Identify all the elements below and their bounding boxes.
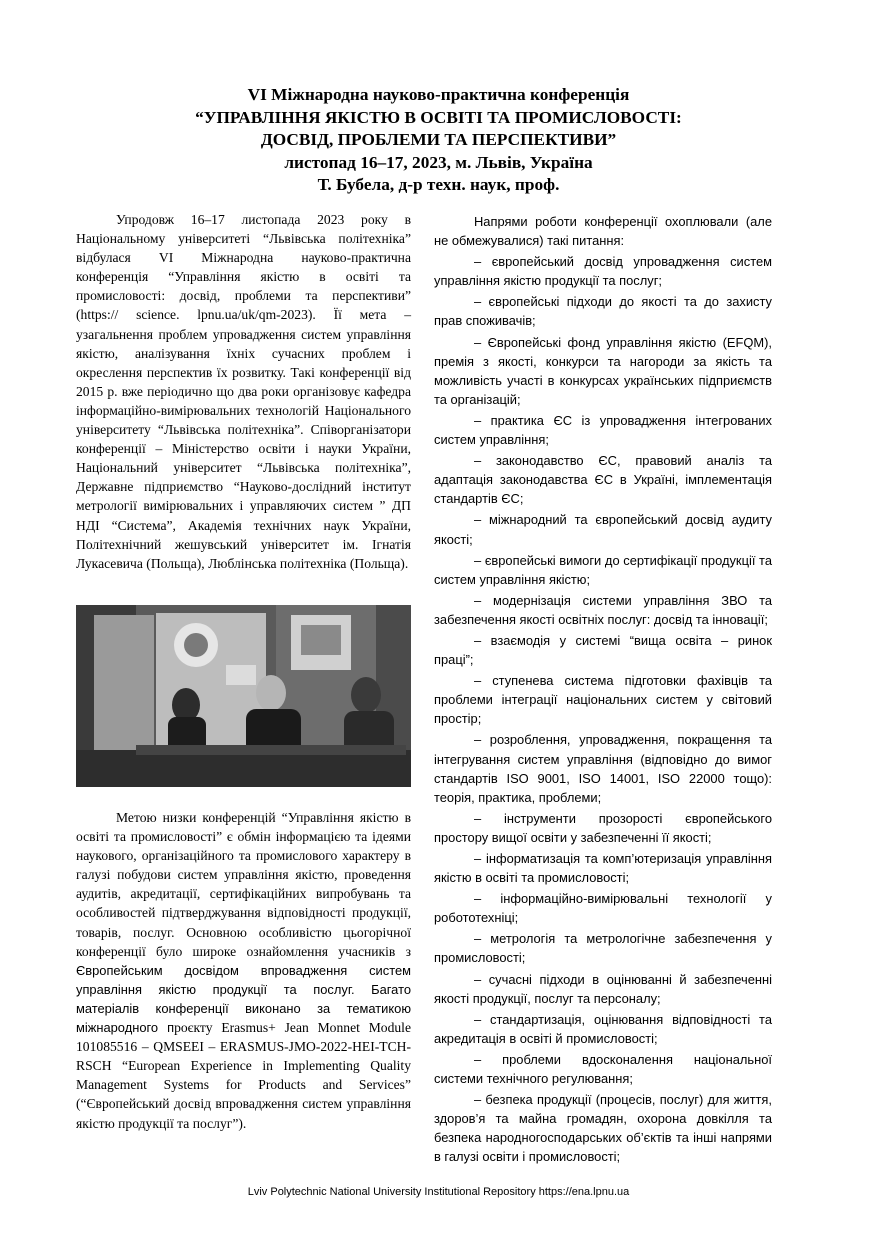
article-header bbox=[0, 84, 877, 197]
topic-item: – законодавство ЄС, правовий аналіз та адаптація законодавства ЄС в Україні, імплементація стандартів ЄС; bbox=[434, 453, 772, 507]
topic-item: – практика ЄС із упровадження інтегрованих систем управління; bbox=[434, 412, 772, 448]
goal-paragraph-emphasis: Європейським досвідом впровадження систем управління якістю продукції та послуг. Багато матеріалів конференції виконано за тематикою міжнародного п bbox=[76, 962, 411, 1036]
conference-title-line1: VI Міжнародна науково-практична конференція bbox=[247, 85, 630, 104]
topic-item: – ступенева система підготовки фахівців та проблеми інтеграції національних систем у світовий простір; bbox=[434, 673, 772, 727]
conference-photo bbox=[76, 605, 411, 787]
topic-item: – інформаційно-вимірювальні технології у робототехніці; bbox=[434, 891, 772, 926]
intro-paragraph: Упродовж 16–17 листопада 2023 року в Національному університеті “Львівська політехніка” відбулася VI Міжнародна науково-практична конференція “Управління якістю в освіті та промисловості: досвід, проблеми та перспективи” (https:// science. lpnu.ua/uk/qm-2023). Її мета – узагальнення проблем упровадження систем управління якістю, аналізування їхніх сучасних проблем і окреслення перспектив їх розвитку. Такі конференції від 2015 р. вже періодично що два роки організовує кафедра інформаційно-вимірювальних технологій Національного університету “Львівська політехніка”. Співорганізатори конференції – Міністерство освіти і науки України, Національний університет “Львівська політехніка”, Державне підприємство “Науково-дослідний інститут метрології вимірювальних і управляючих систем ” ДП НДІ “Система”, Академія технічних наук України, Політехнічний жешувський університет ім. Ігнатія Лукасевича (Польща), Люблінська політехніка (Польща). bbox=[76, 212, 411, 571]
conference-title-line2: “УПРАВЛІННЯ ЯКІСТЮ В ОСВІТІ ТА ПРОМИСЛОВОСТІ: bbox=[195, 107, 682, 127]
goal-paragraph-end: роєкту Erasmus+ Jean Monnet Module 101085516 – QMSEEI – ERASMUS-JMO-2022-HEI-TCH-RSCH “European Experience in Implementing Quality Management Systems for Products and Services” (“Європейський досвід впровадження систем управління якістю продукції та послуг”). bbox=[76, 1020, 411, 1131]
left-column-top bbox=[76, 210, 411, 573]
right-column bbox=[434, 212, 772, 1169]
topic-item: – європейський досвід упровадження систем управління якістю продукції та послуг; bbox=[434, 254, 772, 289]
conference-title-line3: ДОСВІД, ПРОБЛЕМИ ТА ПЕРСПЕКТИВИ” bbox=[260, 130, 617, 149]
topic-item: – безпека продукції (процесів, послуг) для життя, здоров’я та майна громадян, охорона довкілля та безпека народногосподарських об’єктів та інші напрями в галузі освіти і промисловості; bbox=[434, 1092, 772, 1165]
topic-item: – Європейські фонд управління якістю (EFQM), премія з якості, конкурси та нагороди за якість та можливість участі в конкурсах українських підприємств та організацій; bbox=[434, 334, 772, 407]
topic-item: – європейські підходи до якості та до захисту прав споживачів; bbox=[434, 294, 772, 329]
repository-footer: Lviv Polytechnic National University Institutional Repository https://ena.lpnu.ua bbox=[247, 1186, 630, 1198]
topic-item: – взаємодія у системі “вища освіта – ринок праці”; bbox=[434, 632, 772, 668]
topic-item: – розроблення, упровадження, покращення та інтегрування систем управління (відповідно до вимог стандартів ISO 9001, ISO 14001, ISO 22000 тощо): теорія, практика, проблеми; bbox=[434, 732, 772, 805]
topic-item: – міжнародний та європейський досвід аудиту якості; bbox=[434, 512, 772, 547]
topic-item: – проблеми вдосконалення національної системи технічного регулювання; bbox=[434, 1051, 772, 1087]
goal-paragraph bbox=[76, 808, 411, 1133]
topic-item: – інформатизація та комп’ютеризація управління якістю в освіті та промисловості; bbox=[434, 851, 772, 886]
topic-item: – стандартизація, оцінювання відповідності та акредитація в освіті й промисловості; bbox=[434, 1011, 772, 1046]
left-column-bottom bbox=[76, 808, 411, 1133]
topic-item: – метрологія та метрологічне забезпечення у промисловості; bbox=[434, 931, 772, 966]
goal-paragraph-start: Метою низки конференцій “Управління якістю в освіті та промисловості” є обмін інформацією та ідеями наукового, організаційного та промислового характеру в галузі побудови систем управління якістю, проведення аудитів, акредитації, сертифікаційних випробувань та особливостей підтверджування відповідності продукції, товарів, послуг. Основною особливістю цьогорічної конференції було широке ознайомлення учасників з bbox=[76, 810, 411, 959]
topic-item: – європейські вимоги до сертифікації продукції та систем управління якістю; bbox=[434, 552, 772, 587]
author-line: Т. Бубела, д-р техн. наук, проф. bbox=[317, 175, 560, 194]
topic-item: – інструменти прозорості європейського простору вищої освіти у забезпеченні її якості; bbox=[434, 810, 772, 845]
topics-intro: Напрями роботи конференції охоплювали (але не обмежувалися) такі питання: bbox=[434, 214, 772, 249]
topic-item: – сучасні підходи в оцінюванні й забезпеченні якості продукції, послуг та персоналу; bbox=[434, 971, 772, 1006]
topic-item: – модернізація системи управління ЗВО та забезпечення якості освітніх послуг: досвід та інновації; bbox=[434, 592, 772, 627]
conference-date-place: листопад 16–17, 2023, м. Львів, Україна bbox=[284, 152, 593, 172]
